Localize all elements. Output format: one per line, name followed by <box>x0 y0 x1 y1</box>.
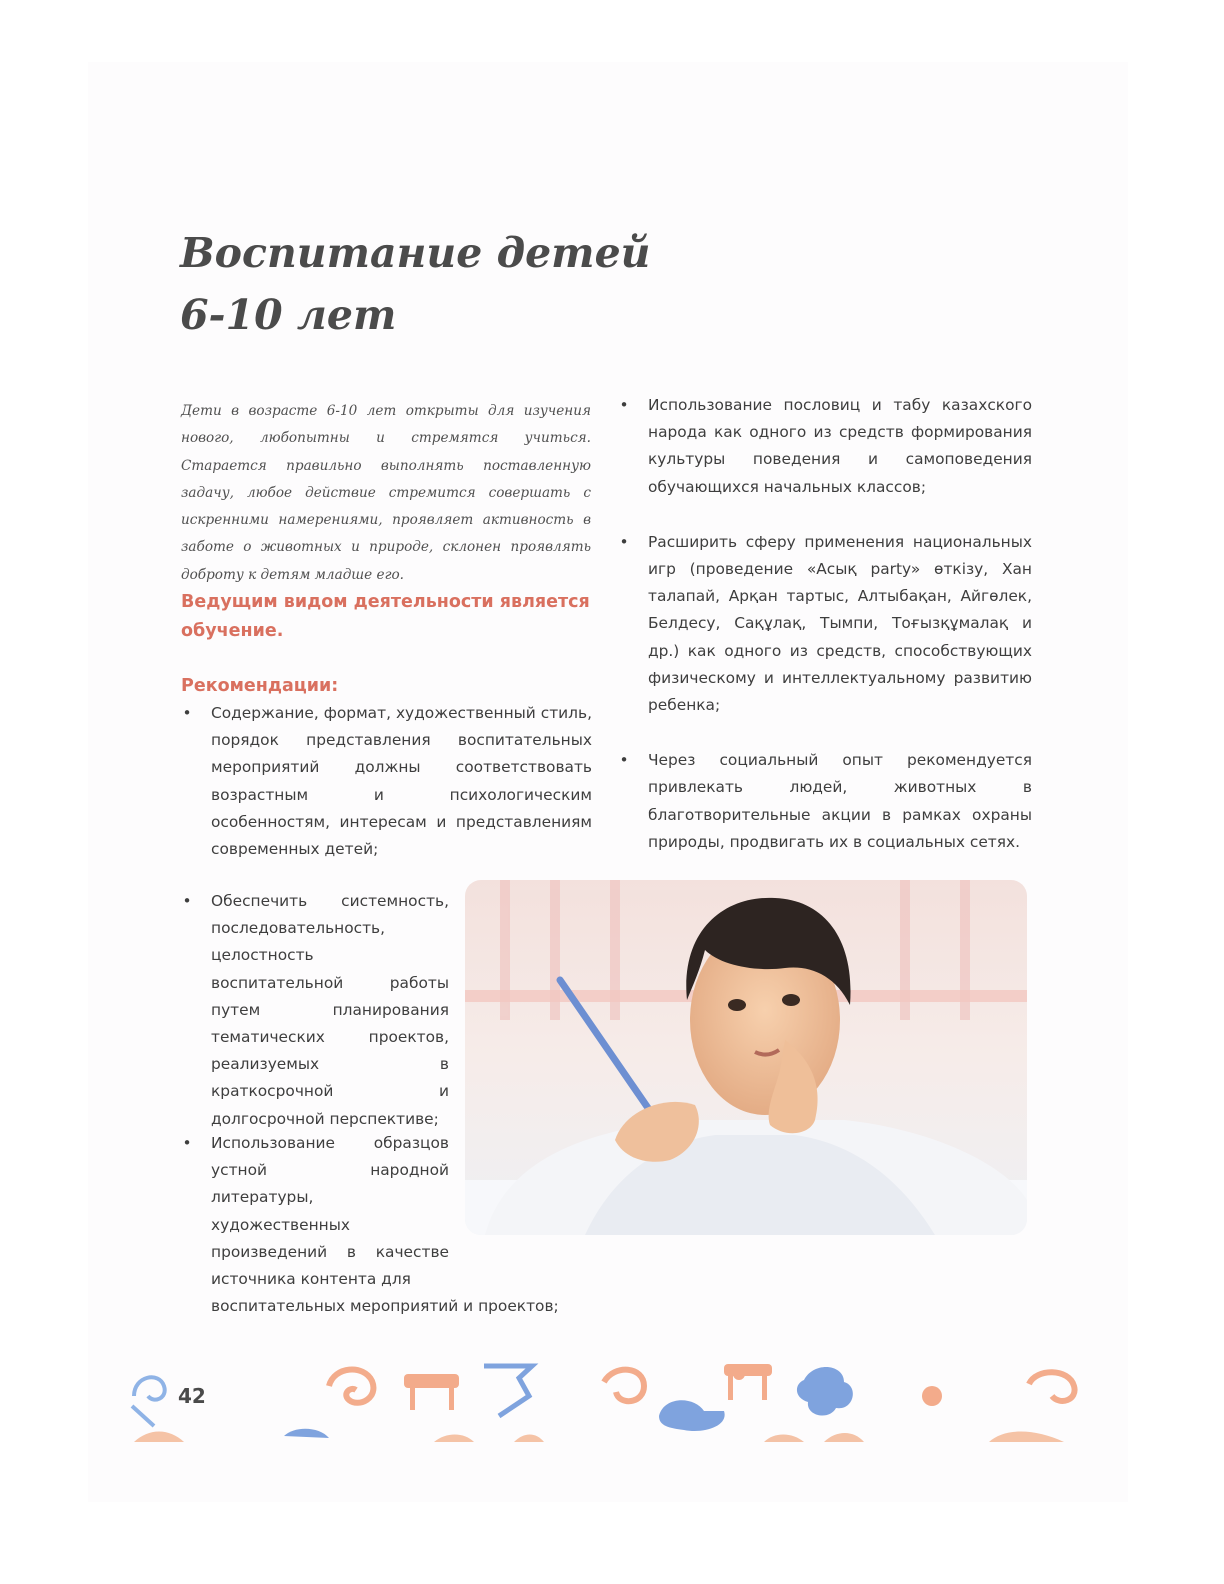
page-number: 42 <box>178 1384 206 1408</box>
title-line-2: 6-10 лет <box>180 291 397 339</box>
lead-statement: Ведущим видом деятельности является обучение. <box>181 592 590 641</box>
page-title <box>180 222 650 346</box>
recommendations-title: Рекомендации: <box>181 676 339 696</box>
bullet: • <box>182 892 192 910</box>
recommendations-list-left-middle <box>181 888 449 1133</box>
ornament-animal-icon <box>659 1400 725 1431</box>
recommendations-list-right <box>618 392 1032 884</box>
ornament-spiral-icon <box>329 1370 373 1403</box>
list-item-text-continued: воспитательных мероприятий и проектов; <box>211 1297 559 1316</box>
title-line-1: Воспитание детей <box>180 229 651 277</box>
list-item <box>181 1130 559 1320</box>
list-item <box>618 529 1032 719</box>
ornament-tree-icon <box>484 1366 532 1416</box>
boy-thinking-photo <box>465 880 1027 1235</box>
ornament-horse-icon <box>404 1374 459 1388</box>
list-item-text: Через социальный опыт рекомендуется привлекать людей, животных в благотворительные акции в рамках охраны природы, продвигать их в социальных сетях. <box>648 751 1032 851</box>
list-item-text: Использование образцов устной народной литературы, художественных произведений в качестве источника контента для <box>211 1134 449 1289</box>
bullet: • <box>182 704 192 722</box>
ethnic-ornament-border <box>124 1356 1084 1456</box>
bullet: • <box>619 532 629 551</box>
list-item <box>618 392 1032 501</box>
ornament-flower-icon <box>797 1367 853 1415</box>
list-item-text: Содержание, формат, художественный стиль, порядок представления воспитательных мероприятий должны соответствовать возрастным и психологическим особенностям, интересам и представлениям современных детей; <box>211 704 592 859</box>
ornament-swirl-icon <box>132 1377 165 1426</box>
list-item-text: Использование пословиц и табу казахского народа как одного из средств формирования культуры поведения и самоповедения обучающихся начальных классов; <box>648 396 1032 496</box>
list-item <box>181 700 592 863</box>
intro-paragraph: Дети в возрасте 6-10 лет открыты для изучения нового, любопытны и стремятся учиться. Старается правильно выполнять поставленную задачу, любое действие стремится совершать с искренними намерениями, проявляет активность в заботе о животных и природе, склонен проявлять доброту к детям младше его. <box>181 403 591 583</box>
bullet: • <box>182 1134 192 1152</box>
list-item-text: Обеспечить системность, последовательность, целостность воспитательной работы путем планирования тематических проектов, реализуемых в краткосрочной и долгосрочной перспективе; <box>211 892 449 1128</box>
list-item-text: Расширить сферу применения национальных игр (проведение «Асық party» өткізу, Хан талапай, Арқан тартыс, Алтыбақан, Айгөлек, Белдесу, Сақұлақ, Тымпи, Тоғызқұмалақ и др.) как одного из средств, способствующих физическому и интеллектуальному развитию ребенка; <box>648 532 1032 715</box>
recommendations-list-left-bottom <box>181 1130 559 1320</box>
bullet: • <box>619 396 629 414</box>
list-item <box>181 888 449 1133</box>
list-item <box>618 747 1032 856</box>
recommendations-list-left-top <box>181 700 592 863</box>
bullet: • <box>619 751 629 770</box>
